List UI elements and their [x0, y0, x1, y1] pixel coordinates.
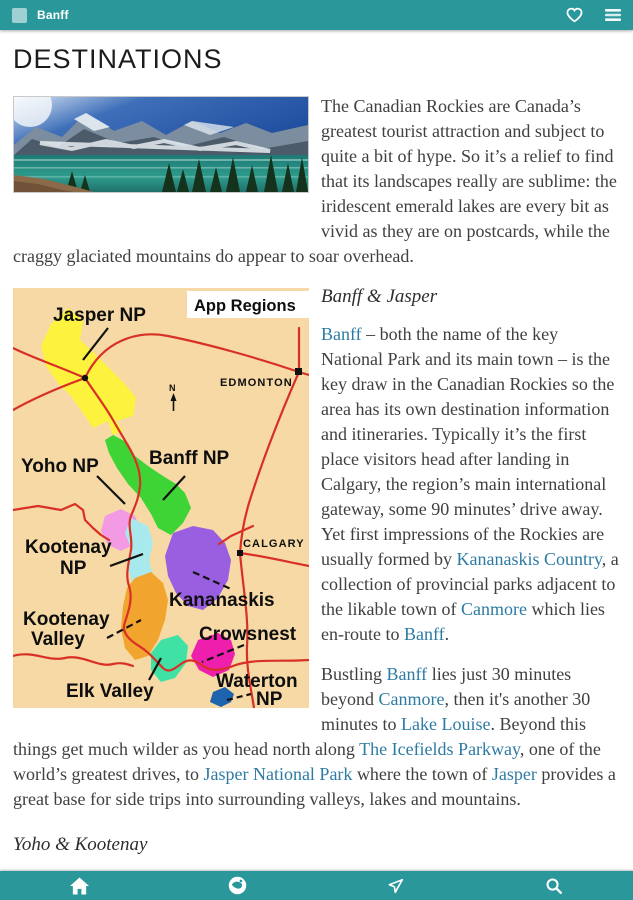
nav-home-button[interactable]	[0, 871, 158, 900]
inline-link[interactable]: The Icefields Parkway	[359, 739, 520, 759]
svg-text:N: N	[169, 383, 176, 393]
label-waterton-2: NP	[256, 689, 283, 708]
nav-explore-button[interactable]	[158, 871, 316, 900]
label-calgary: CALGARY	[243, 538, 305, 550]
app-icon[interactable]	[12, 8, 27, 23]
menu-icon[interactable]	[605, 9, 621, 21]
label-crowsnest: Crowsnest	[199, 624, 297, 645]
intro-paragraph: The Canadian Rockies are Canada’s greatest tourist attraction and subject to quite a bit of hype. So it’s a relief to find that its landscapes really are sublime: the iridescent emerald lakes are every bit as vivid as they are on postcards, while the craggy glaciated mountains do appear to soar overhead.	[13, 96, 617, 266]
top-app-bar	[0, 0, 633, 30]
label-edmonton: EDMONTON	[220, 377, 293, 389]
page-content	[0, 30, 633, 871]
inline-link[interactable]: Kananaskis Country	[456, 549, 602, 569]
app-regions-map[interactable]	[13, 288, 309, 708]
inline-link[interactable]: Canmore	[378, 689, 445, 709]
label-kootenay-v-1: Kootenay	[23, 609, 110, 630]
globe-icon	[228, 876, 247, 895]
label-jasper: Jasper NP	[53, 305, 146, 326]
inline-link[interactable]: Lake Louise	[401, 714, 491, 734]
inline-link[interactable]: Canmore	[460, 599, 527, 619]
label-kootenay-v-2: Valley	[31, 629, 85, 650]
rockies-photo[interactable]	[13, 96, 309, 193]
inline-link[interactable]: Jasper National Park	[203, 764, 353, 784]
label-banff: Banff NP	[149, 448, 230, 469]
search-icon	[545, 877, 563, 895]
favorite-heart-icon[interactable]	[566, 7, 583, 23]
section-heading-banff-jasper: Banff & Jasper	[321, 286, 438, 307]
label-yoho: Yoho NP	[21, 456, 99, 477]
bustling-banff-paragraph: Bustling Banff lies just 30 minutes beyond Canmore, then it's another 30 minutes to Lake Louise. Beyond this things get much wilder as you head north along The Icefields Parkway, one of the world’s greatest drives, to Jasper National Park where the town of Jasper provides a great base for side trips into surrounding valleys, lakes and mountains.	[13, 664, 616, 809]
home-icon	[70, 877, 89, 895]
article	[13, 94, 623, 857]
label-kootenay-np-2: NP	[60, 558, 87, 579]
nav-search-button[interactable]	[475, 871, 633, 900]
label-waterton-1: Waterton	[216, 671, 298, 692]
inline-link[interactable]: Banff	[403, 624, 445, 644]
label-elk-valley: Elk Valley	[66, 681, 154, 702]
section-heading-next: Yoho & Kootenay	[13, 834, 148, 855]
app-title: Banff	[37, 8, 69, 22]
calgary-marker	[237, 550, 243, 556]
banff-jasper-paragraph: Banff – both the name of the key National Park and its main town – is the key draw in the Canadian Rockies so the area has its own destination information and itineraries. Typically it’s the first place visitors head after landing in Calgary, the region’s main international gateway, some 90 minutes’ drive away. Yet first impressions of the Rockies are usually formed by Kananaskis Country, a collection of provincial parks adjacent to the likable town of Canmore which lies en-route to Banff.	[321, 324, 619, 644]
navigation-arrow-icon	[387, 877, 405, 895]
map-badge-label: App Regions	[194, 297, 296, 315]
edmonton-marker	[295, 368, 302, 375]
junction-dot	[82, 375, 88, 381]
nav-navigate-button[interactable]	[317, 871, 475, 900]
page-title: DESTINATIONS	[13, 44, 223, 74]
inline-link[interactable]: Banff	[386, 664, 428, 684]
inline-link[interactable]: Jasper	[491, 764, 537, 784]
inline-link[interactable]: Banff	[321, 324, 362, 344]
label-kananaskis: Kananaskis	[169, 590, 275, 611]
bottom-nav-bar	[0, 871, 633, 900]
label-kootenay-np-1: Kootenay	[25, 537, 112, 558]
